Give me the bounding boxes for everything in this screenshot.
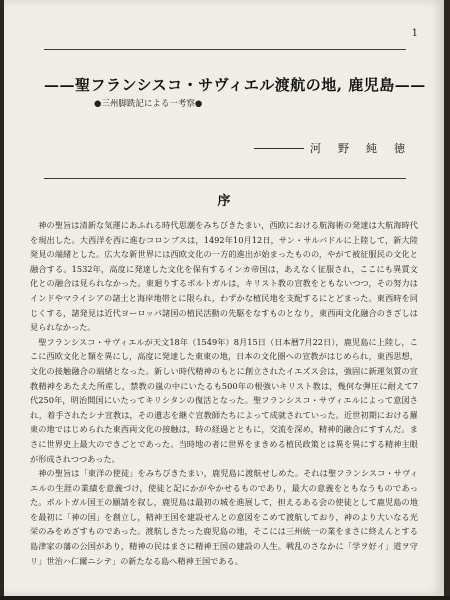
page-number: 1 [411, 28, 418, 39]
author-line [254, 140, 408, 156]
body-text [30, 218, 418, 568]
paragraph-1: 神の聖旨は清新な気運にあふれる時代思潮をみちびきたまい，西欧における航海術の発達は大航海時代を現出した。大西洋を西に進むコロンブスは，1492年10月12日，サン・サルバドルに上陸して，新大陸発見の端緒とした。広大な新世界には西欧文化の一方的進出が始まったものの，やがて被征服民の文化と融合する。1532年，高度に発達した文化を保有するインカ帝国は，あえなく征服され，ここにも異質文化との融合は見られなかった。東廻りするポルトガルは，キリスト教の宣教をともないつつ，その努力はインドやマライシアの諸土と海岸地帯とに限られ，わずかな植民地を支配するにとどまった。東西時を同じくする，諸発見は近代ヨーロッパ諸国の植民活動の先駆をなすものとなり，東西両文化融合のきざしは見られなかった。 [30, 220, 418, 333]
paragraph-3: 神の聖旨は「東洋の使徒」をみちびきたまい，鹿児島に渡航せしめた。それは聖フランシスコ・サヴィエルの生涯の業績を意義づけ，使徒と記にかがやかせるものであり，最大の意義をともなうものであった。ポルトガル国王の願請を叙し，鹿児島は最初の城を進展して，担えるある会の使徒として鹿児島の地を最初に「神の国」を創立し，精神王国を建設せんとの意図をこめて渡航しており，神のより大いなる光栄のみをめざすものであった。渡航しきたった鹿児島の地，そこには三州統一の業をまさに終えんとする島津家の藩の公国があり，精神の民はまさに精神王国の建設の人生。戦乱のさなかに「学ヲ好イ」道ヲ守リ」世治ハ仁爾ニシテ」の新たなる島へ精神王国である。 [30, 468, 418, 566]
author-dash-left [254, 148, 304, 149]
section-rule [44, 178, 406, 179]
page-title: ——聖フランシスコ・サヴィエル渡航の地, 鹿児島—— [44, 76, 426, 94]
author-name: 河 野 純 徳 [310, 142, 408, 155]
section-title: 序 [217, 194, 231, 209]
paragraph-2: 聖フランシスコ・サヴィエルが天文18年（1549年）8月15日（日本暦7月22日），鹿児島に上陸し，ここに西欧文化と類を異にし，高度に発達した東東の地，日本の文化圏への宣教がはじめられ，東西思想，文化の接触融合の端緒となった。新しい時代精神のもとに創立されたイエズス会は，強固に新運気質の宣教精神をあたえた所産し，禁教の嵐の中にいたるも500年の根強いキリスト教は，幾何な弾圧に耐えて7代250年，明治開国にいたってキリシタンの復活となった。聖フランシスコ・サヴィエルによって意図され，着手されたシナ宣教は，その遺志を継ぐ宣教師たちによって成就されていった。近世初期における羅東の地ではじめられた東西両文化の接触は，時の経過とともに，交流を深め，精神的融合にすすんだ。まさに世界史上最大のできごとであった。当時地の者に世界をまきめる植民政策とは異を異にする精神主眼が形成されつつあった。 [30, 336, 418, 464]
page-subtitle: ●三州脚跣記による一考察● [94, 99, 203, 109]
book-page [4, 0, 444, 596]
top-rule [44, 49, 406, 50]
page-bottom-edge [0, 596, 450, 600]
